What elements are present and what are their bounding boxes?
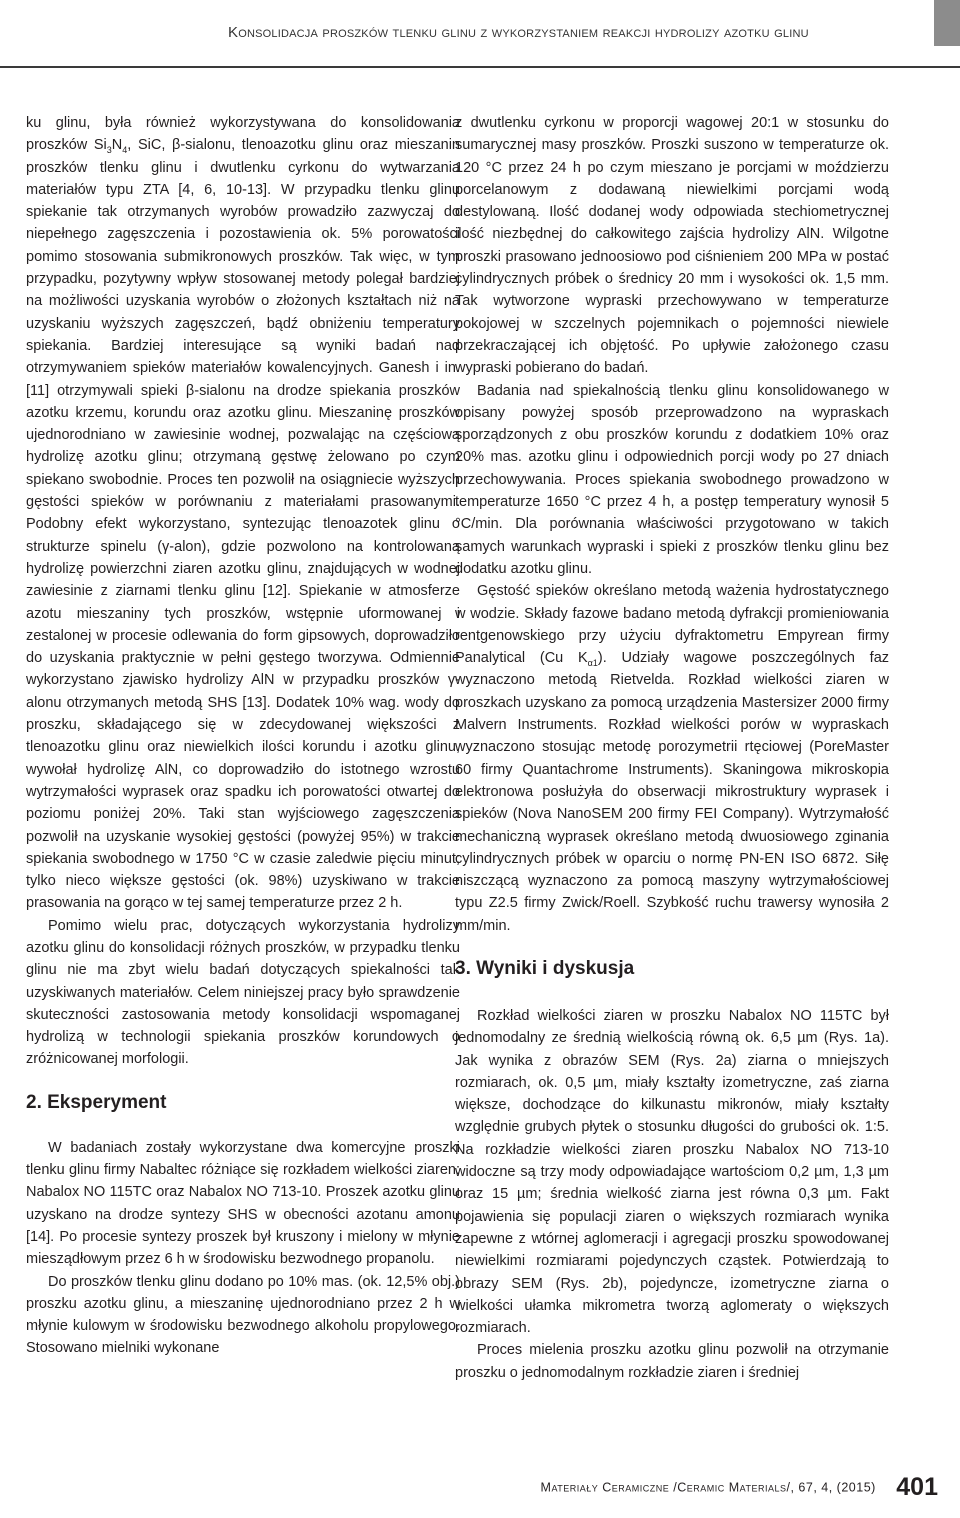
right-paragraph-3: Gęstość spieków określano metodą ważenia hydrostatycznego w wodzie. Składy fazowe badano metodą dyfrakcji promieniowania rentgenowskiego przy użyciu dyfraktometru Empyrean firmy Panalytical (Cu $K_{\alpha 1}$). Udziały wagowe poszczególnych faz wyznaczono metodą Rietvelda. Rozkład wielkości ziaren w proszkach uzyskano za pomocą urządzenia Mastersizer 2000 firmy Malvern Instruments. Rozkład wielkości porów w wypraskach wyznaczono stosując metodę porozymetrii rtęciowej (PoreMaster 60 firmy Quantachrome Instruments). Skaningowa mikroskopia elektronowa posłużyła do obserwacji mikrostruktury wyprasek i spieków (Nova NanoSEM 200 firmy FEI Company). Wytrzymałość mechaniczną wyprasek określano metodą dwuosiowego zginania cylindrycznych próbek w oparciu o normę PN-EN ISO 6872. Siłę niszczącą wyznaczono za pomocą maszyny wytrzymałościowej typu Z2.5 firmy Zwick/Roell. Szybkość ruchu trawersy wynosiła 2 mm/min. [455, 583, 890, 934]
right-paragraph-5: Proces mielenia proszku azotku glinu pozwolił na otrzymanie proszku o jednomodalnym rozkładzie ziaren i średniej [455, 1342, 889, 1381]
left-paragraph-2: Pomimo wielu prac, dotyczących wykorzystania hydrolizy azotku glinu do konsolidacji różnych proszków, w przypadku tlenku glinu nie ma zbyt wielu badań dotyczących spiekalności tak uzyskiwanych materiałów. Celem niniejszej pracy było sprawdzenie skuteczności zastosowania metody konsolidacji wspomaganej hydrolizą w technologii spiekania proszków korundowych o zróżnicowanej morfologii. [26, 917, 460, 1068]
right-paragraph-2: Badania nad spiekalnością tlenku glinu konsolidowanego w opisany powyżej sposób przeprowadzono na wypraskach sporządzonych z obu proszków korundu z dodatkiem 10% oraz 20% mas. azotku glinu i odpowiednich porcji wody po 27 dniach przechowywania. Proces spiekania swobodnego prowadzono w temperaturze 1650 °C przez 4 h, a postęp temperatury wynosił 5 °C/min. Dla porównania właściwości przygotowano w takich samych warunkach wypraski i spieki z proszków tlenku glinu bez dodatku azotku glinu. [455, 382, 889, 577]
right-paragraph-4: Rozkład wielkości ziaren w proszku Nabalox NO 115TC był jednomodalny ze średnią wielkością równą ok. 6,5 µm (Rys. 1a). Jak wynika z obrazów SEM (Rys. 2a) ziarna o mniejszych rozmiarach, ok. 0,5 µm, miały kształty izometryczne, zaś ziarna większe, dochodzące do kilkunastu mikronów, miały kształty względnie grubych płytek o stosunku długości do grubości ok. 1:5. Na rozkładzie wielkości ziaren proszku Nabalox NO 713-10 widoczne są trzy mody odpowiadające wartościom 0,2 µm, 1,3 µm oraz 15 µm; średnia wielkość ziarna jest równa 0,3 µm. Fakt pojawienia się populacji ziaren o większych rozmiarach wynika zapewne z wtórnej aglomeracji i agregacji proszku spowodowanej niewielkimi rozmiarami pojedynczych cząstek. Potwierdzają to obrazy SEM (Rys. 2b), pojedyncze, izometryczne ziarna o wielkości ułamka mikrometra tworzą aglomeraty o większych rozmiarach. [455, 1007, 889, 1337]
left-column [26, 112, 460, 1360]
section-heading-results: 3. Wyniki i dyskusja [455, 957, 635, 979]
header-title: Konsolidacja proszków tlenku glinu z wykorzystaniem reakcji hydrolizy azotku glinu [228, 24, 809, 41]
corner-tab [934, 0, 960, 46]
left-paragraph-3: W badaniach zostały wykorzystane dwa komercyjne proszki tlenku glinu firmy Nabaltec różniące się rozkładem wielkości ziaren: Nabalox NO 115TC oraz Nabalox NO 713-10. Proszek azotku glinu uzyskano na drodze syntezy SHS w obecności azotanu amonu [14]. Po procesie syntezy proszek był kruszony i mielony w młynie miesządłowym przez 6 h w środowisku bezwodnego propanolu. [26, 1139, 460, 1268]
left-paragraph-1: ku glinu, była również wykorzystywana do konsolidowania proszków $Si_3N_4$, SiC, β-sialonu, tlenoazotku glinu oraz mieszanin proszków tlenku glinu i dwutlenku cyrkonu do wytwarzania materiałów typu ZTA [4, 6, 10-13]. W przypadku tlenku glinu spiekanie tak otrzymanych wyrobów prowadziło zazwyczaj do niepełnego zagęszczenia i pozostawienia ok. 5% porowatości pomimo stosowania submikronowych proszków. Tak więc, w tym przypadku, pozytywny wpływ stosowanej metody polegał bardziej na możliwości uzyskania wyrobów o złożonych kształtach niż na uzyskaniu wyższych zagęszczeń, bądź obniżeniu temperatury spiekania. Bardziej interesujące są wyniki badań nad otrzymywaniem spieków materiałów kowalencyjnych. Ganesh i in. [11] otrzymywali spieki β-sialonu na drodze spiekania proszków azotku krzemu, korundu oraz azotku glinu. Mieszaninę proszków ujednorodniano w zawiesinie wodnej, pozwalając na częściową hydrolizę azotku glinu; otrzymaną gęstwę żelowano po czym spiekano swobodnie. Proces ten pozwolił na osiągniecie wyższych gęstości spieków w porównaniu z materiałami prasowanymi. Podobny efekt wykorzystano, syntezując tlenoazotek glinu o strukturze spinelu (γ-alon), gdzie pozwolono na kontrolowaną hydrolizę powierzchni ziaren azotku glinu, znajdujących w wodnej zawiesinie z ziarnami tlenku glinu [12]. Spiekanie w atmosferze azotu mieszaniny tych proszków, wstępnie uformowanej i zestalonej w procesie odlewania do form gipsowych, doprowadziło do uzyskania praktycznie w pełni gęstego tworzywa. Odmiennie wykorzystano zjawisko hydrolizy AlN w przypadku proszków γ-alonu otrzymanych metodą SHS [13]. Dodatek 10% wag. wody do proszku, składającego się w zdecydowanej większości z tlenoazotku glinu oraz niewielkich ilości korundu i azotku glinu, wywołał hydrolizę AlN, co doprowadziło do istotnego wzrostu wytrzymałości wyprasek oraz spadku ich porowatości otwartej do poziomu poniżej 20%. Taki stan wyjściowego zagęszczenia pozwolił na uzyskanie wysokiej gęstości (powyżej 95%) w trakcie spiekania swobodnego w 1750 °C w czasie zaledwie pięciu minut; tylko nieco większe gęstości (ok. 98%) uzyskiwano w trakcie prasowania na gorąco w tej samej temperaturze przez 2 h. [26, 115, 460, 912]
page-number: 401 [896, 1473, 938, 1501]
right-paragraph-1: z dwutlenku cyrkonu w proporcji wagowej 20:1 w stosunku do sumarycznej masy proszków. Proszki suszono w temperaturze ok. 120 °C przez 24 h po czym mieszano je porcjami w moździerzu porcelanowym z dodawaną niewielkimi porcjami wodą destylowaną. Ilość dodanej wody odpowiada stechiometrycznej ilość niezbędnej do całkowitego zajścia hydrolizy AlN. Wilgotne proszki prasowano jednoosiowo pod ciśnieniem 200 MPa w postać cylindrycznych próbek o średnicy 20 mm i wysokości ok. 1,5 mm. Tak wytworzone wypraski przechowywano w temperaturze pokojowej w szczelnych pojemnikach o pojemności niewiele przekraczającej ich objętość. Po upływie założonego czasu wypraski pobierano do badań. [455, 115, 889, 377]
footer [541, 1473, 938, 1502]
right-column [455, 112, 889, 1384]
left-paragraph-4: Do proszków tlenku glinu dodano po 10% mas. (ok. 12,5% obj.) proszku azotku glinu, a mieszaninę ujednorodniano przez 2 h w młynie kulowym w środowisku bezwodnego alkoholu propylowego. Stosowano mielniki wykonane [26, 1273, 460, 1357]
section-heading-experiment: 2. Eksperyment [26, 1091, 167, 1113]
header-rule [0, 66, 960, 68]
journal-citation: Materiały Ceramiczne /Ceramic Materials/, 67, 4, (2015) [540, 1480, 876, 1495]
